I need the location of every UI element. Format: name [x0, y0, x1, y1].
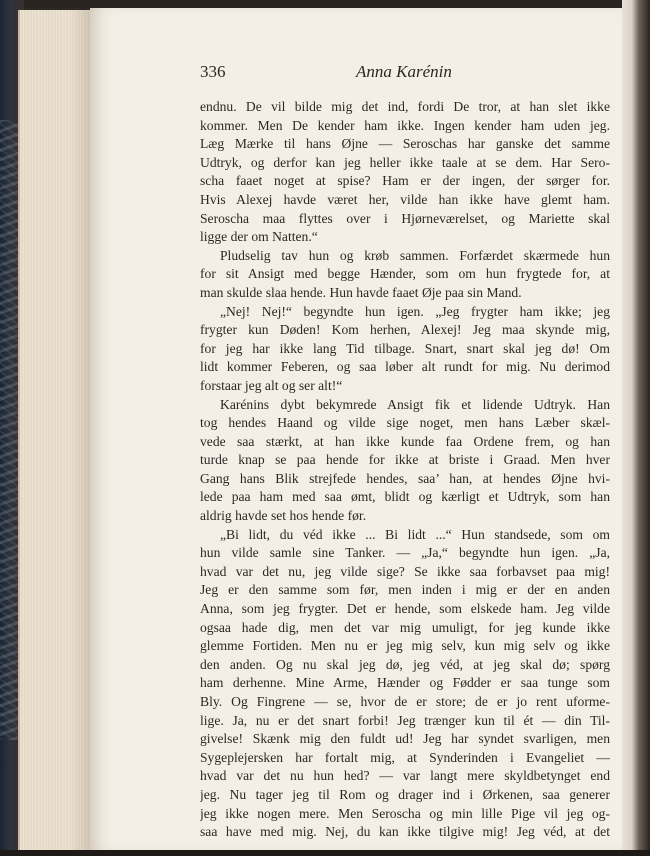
- page-number: 336: [200, 62, 226, 81]
- text-line: man skulde slaa hende. Hun havde faaet Øje paa sin Mand.: [200, 284, 522, 300]
- text-line: Karénins dybt bekymrede Ansigt fik et lidende Udtryk. Han: [220, 396, 610, 412]
- text-line: forstaar jeg alt og ser alt!“: [200, 377, 343, 393]
- marbled-cover-pattern: [0, 120, 18, 740]
- facing-page-edge: [622, 0, 650, 856]
- text-line: Sygeplejersken har fortalt mig, at Synderinden i Evangeliet —: [200, 749, 610, 765]
- text-line: jeg. Nu tager jeg til Rom og drager ind i Ørkenen, saa generer: [200, 786, 610, 802]
- text-line: Bly. Og Fingrene — se, hvor de er store; de er jo rent uforme-: [200, 694, 610, 709]
- body-text: [200, 98, 610, 842]
- text-line: ogsaa hade dig, men det var mig umuligt, for jeg kunde ikke: [200, 619, 610, 635]
- text-line: Pludselig tav hun og krøb sammen. Forfærdet skærmede hun: [220, 247, 610, 263]
- text-line: lige. Ja, nu er det snart forbi! Jeg trænger kun til ét — din Til-: [200, 712, 610, 728]
- text-line: den anden. Og nu skal jeg dø, jeg véd, at jeg skal dø; spørg: [200, 656, 610, 672]
- text-line: for jeg har ikke lang Tid tilbage. Snart, snart skal jeg dø! Om: [200, 340, 610, 356]
- page-header: [200, 62, 610, 86]
- text-line: Gang hans Blik strejfede hendes, saa’ han, at hendes Øjne hvi-: [200, 470, 610, 486]
- running-title: Anna Karénin: [356, 62, 452, 81]
- text-line: glemme Fortiden. Men nu er jeg mig selv, kun mig selv og ikke: [200, 638, 610, 654]
- text-line: „Bi lidt, du véd ikke ... Bi lidt ...“ Hun standsede, som om: [220, 526, 610, 542]
- text-line: aldrig havde set hos hende før.: [200, 508, 367, 524]
- text-line: hvad var det nu, jeg vilde sige? Se ikke saa forbavset paa mig!: [200, 563, 610, 579]
- text-line: hun vilde samle sine Tanker. — „Ja,“ begyndte hun igen. „Ja,: [200, 545, 610, 561]
- text-line: endnu. De vil bilde mig det ind, fordi De tror, at han slet ikke: [200, 99, 610, 114]
- text-line: „Nej! Nej!“ begyndte hun igen. „Jeg frygter ham ikke; jeg: [220, 303, 610, 319]
- text-line: ham derhenne. Mine Arme, Hænder og Fødder er saa tunge som: [200, 675, 610, 691]
- background-top: [0, 0, 650, 8]
- text-line: Jeg er den samme som før, men inden i mig er der en anden: [200, 582, 610, 598]
- gutter-shadow: [70, 10, 92, 850]
- text-line: Anna, som jeg frygter. Det er hende, som elskede ham. Jeg vilde: [200, 601, 610, 617]
- text-line: givelse! Skænk mig den fuldt ud! Jeg har syndet svarligen, men: [200, 731, 610, 747]
- text-line: ligge der om Natten.“: [200, 229, 318, 245]
- text-line: kommer. Men De kender ham ikke. Ingen kender ham uden jeg.: [200, 117, 610, 133]
- text-line: frygter kun Døden! Kom herhen, Alexej! Jeg maa skynde mig,: [200, 322, 610, 338]
- background-bottom: [0, 850, 650, 856]
- text-line: vede saa stærkt, at han ikke kunde faa Ordene frem, og han: [200, 433, 610, 449]
- text-line: Læg Mærke til hans Øjne — Seroschas har ganske det samme: [200, 136, 610, 152]
- text-line: lede paa ham med saa ømt, blidt og kærligt et Udtryk, som han: [200, 489, 610, 505]
- text-line: saa have med mig. Nej, du kan ikke tilgive mig! Jeg véd, at det: [200, 824, 610, 840]
- text-line: Udtryk, og derfor kan jeg heller ikke taale at se dem. Har Sero-: [200, 154, 610, 170]
- text-line: tog hendes Haand og vilde sige noget, men hans Læber skæl-: [200, 415, 610, 431]
- text-line: Seroscha maa flyttes over i Hjørneværelset, og Mariette skal: [200, 210, 610, 226]
- text-line: scha faaet noget at spise? Ham er der ingen, der sørger for.: [200, 173, 610, 189]
- text-line: lidt kommer Feberen, og saa løber alt rundt for mig. Nu derimod: [200, 359, 610, 375]
- text-line: turde knap se paa hende for ikke at briste i Graad. Men hver: [200, 452, 610, 468]
- text-line: hvad var det nu hun hed? — var langt mere skyldbetynget end: [200, 768, 610, 784]
- text-line: Hvis Alexej havde været her, vilde han ikke have glemt ham.: [200, 191, 610, 207]
- text-line: for sit Ansigt med begge Hænder, som om hun frygtede for, at: [200, 266, 610, 282]
- text-line: jeg ikke nogen mere. Men Seroscha og min lille Pige vil jeg og-: [200, 805, 610, 821]
